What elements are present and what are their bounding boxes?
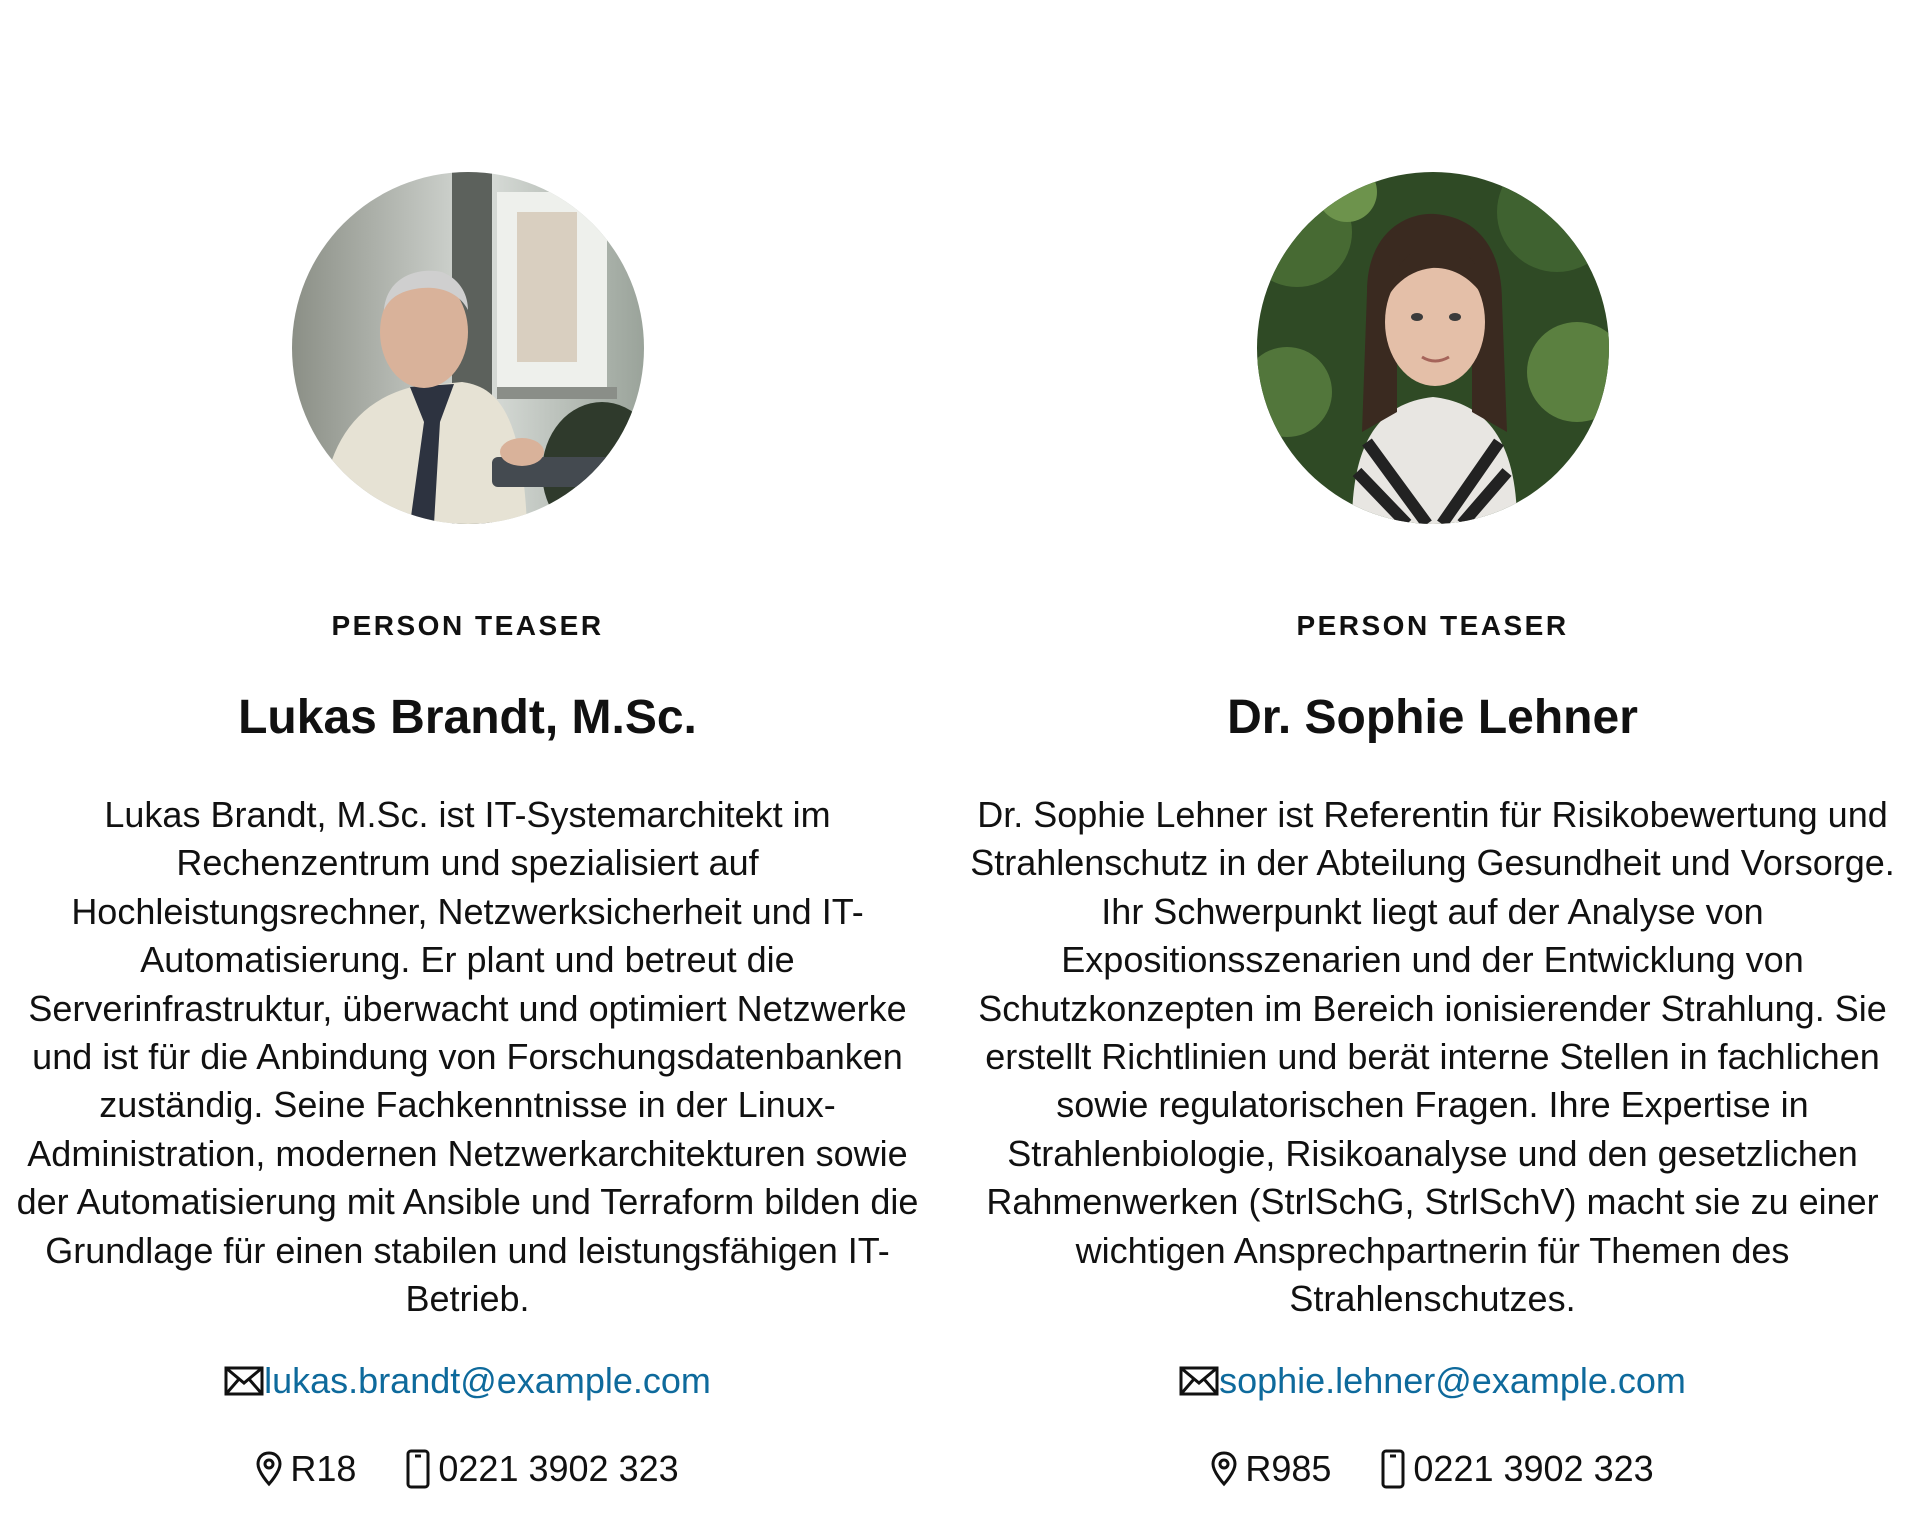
- person-eyebrow: PERSON TEASER: [331, 610, 604, 641]
- person-room-text: R18: [290, 1448, 357, 1490]
- person-avatar: [292, 172, 644, 524]
- mobile-phone-icon: [1381, 1449, 1405, 1489]
- person-phone: [406, 1447, 678, 1491]
- map-pin-icon: [1211, 1451, 1237, 1487]
- map-pin-icon: [256, 1451, 282, 1487]
- person-name: Dr. Sophie Lehner: [1227, 691, 1638, 744]
- mobile-phone-icon: [406, 1449, 430, 1489]
- person-phone: [1381, 1447, 1653, 1491]
- envelope-icon: [224, 1366, 264, 1396]
- person-phone-text: 0221 3902 323: [1413, 1448, 1654, 1490]
- person-teaser-card: [0, 172, 935, 1491]
- person-teaser-card: [965, 172, 1900, 1491]
- envelope-icon: [1179, 1366, 1219, 1396]
- person-email-link[interactable]: sophie.lehner@example.com: [1219, 1360, 1686, 1402]
- person-room: [256, 1447, 356, 1491]
- person-meta-row: [0, 1447, 935, 1491]
- person-phone-text: 0221 3902 323: [438, 1448, 679, 1490]
- person-meta-row: [965, 1447, 1900, 1491]
- person-email-link[interactable]: lukas.brandt@example.com: [264, 1360, 711, 1402]
- person-email-row: [0, 1359, 935, 1403]
- person-room-text: R985: [1245, 1448, 1332, 1490]
- person-bio: Lukas Brandt, M.Sc. ist IT-Systemarchitekt im Rechenzentrum und spezialisiert auf Hochleistungsrechner, Netzwerksicherheit und IT-Automatisierung. Er plant und betreut die Serverinfrastruktur, überwacht und optimiert Netzwerke und ist für die Anbindung von Forschungsdatenbanken zuständig. Seine Fachkenntnisse in der Linux-Administration, modernen Netzwerkarchitekturen sowie der Automatisierung mit Ansible und Terraform bilden die Grundlage für einen stabilen und leistungsfähigen IT-Betrieb.: [16, 794, 919, 1320]
- person-bio: Dr. Sophie Lehner ist Referentin für Risikobewertung und Strahlenschutz in der Abteilung Gesundheit und Vorsorge. Ihr Schwerpunkt liegt auf der Analyse von Expositionsszenarien und der Entwicklung von Schutzkonzepten im Bereich ionisierender Strahlung. Sie erstellt Richtlinien und berät interne Stellen in fachlichen sowie regulatorischen Fragen. Ihre Expertise in Strahlenbiologie, Risikoanalyse und den gesetzlichen Rahmenwerken (StrlSchG, StrlSchV) macht sie zu einer wichtigen Ansprechpartnerin für Themen des Strahlenschutzes.: [970, 794, 1895, 1320]
- person-avatar: [1257, 172, 1609, 524]
- person-eyebrow: PERSON TEASER: [1296, 610, 1569, 641]
- person-room: [1211, 1447, 1331, 1491]
- person-email-row: [965, 1359, 1900, 1403]
- person-name: Lukas Brandt, M.Sc.: [238, 691, 697, 744]
